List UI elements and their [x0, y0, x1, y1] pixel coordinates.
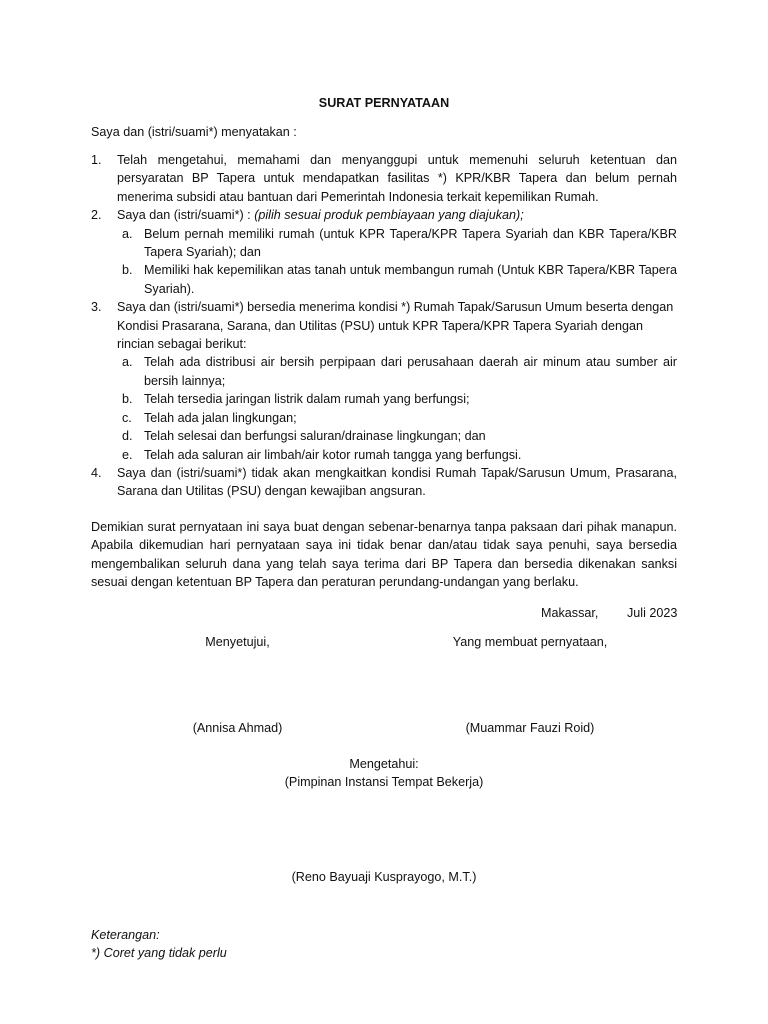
sub-item: [91, 390, 677, 408]
item-text: Saya dan (istri/suami*) :: [117, 208, 255, 223]
sub-item-text: Belum pernah memiliki rumah (untuk KPR Tapera/KPR Tapera Syariah dan KBR Tapera/KBR Tapera Syariah); dan: [144, 226, 677, 260]
closing-paragraph: Demikian surat pernyataan ini saya buat dengan sebenar-benarnya tanpa paksaan dari pihak manapun. Apabila dikemudian hari pernyataan saya ini tidak benar dan/atau tidak saya penuhi, saya bersedia mengembalikan seluruh dana yang telah saya terima dari BP Tapera dan bersedia dikenakan sanksi sesuai dengan ketentuan BP Tapera dan peraturan perundang-undangan yang berlaku.: [91, 520, 677, 590]
statement-list: [91, 151, 677, 501]
list-item: [91, 151, 677, 206]
sub-item-letter: b.: [122, 392, 133, 407]
item-instruction: (pilih sesuai produk pembiayaan yang diajukan);: [254, 208, 524, 223]
item-text: Saya dan (istri/suami*) bersedia menerima kondisi *) Rumah Tapak/Sarusun Umum beserta dengan Kondisi Prasarana, Sarana, dan Utilitas (PSU) untuk KPR Tapera/KPR Tapera Syariah dengan rincian sebagai berikut:: [117, 300, 674, 352]
list-item: [91, 298, 677, 353]
place-text: Makassar,: [541, 606, 599, 620]
sub-item-letter: a.: [122, 355, 133, 370]
sub-item-text: Telah ada distribusi air bersih perpipaan dari perusahaan daerah air minum atau sumber air bersih lainnya;: [144, 355, 677, 388]
sub-item: [91, 353, 677, 390]
date-text: Juli 2023: [627, 606, 678, 620]
declarant-label: Yang membuat pernyataan,: [452, 635, 608, 649]
sub-item: [91, 409, 677, 427]
sub-item-letter: b.: [122, 263, 133, 278]
approver-label: Menyetujui,: [205, 635, 270, 649]
acknowledger-role: (Pimpinan Instansi Tempat Bekerja): [284, 775, 484, 789]
intro-text: Saya dan (istri/suami*) menyatakan :: [91, 125, 297, 139]
sub-item: [91, 261, 677, 298]
item-text: Telah mengetahui, memahami dan menyanggupi untuk memenuhi seluruh ketentuan dan persyaratan BP Tapera untuk mendapatkan fasilitas *) KPR/KBR Tapera dan belum pernah menerima subsidi atau bantuan dari Pemerintah Indonesia terkait kepemilikan Rumah.: [117, 153, 677, 204]
item-number: 1.: [91, 153, 102, 167]
notes-label: Keterangan:: [91, 928, 160, 942]
sub-item: [91, 427, 677, 445]
notes-text: *) Coret yang tidak perlu: [91, 946, 227, 960]
sub-item-text: Memiliki hak kepemilikan atas tanah untuk membangun rumah (Untuk KBR Tapera/KBR Tapera Syariah).: [144, 263, 677, 296]
item-text: Saya dan (istri/suami*) tidak akan mengkaitkan kondisi Rumah Tapak/Sarusun Umum, Prasarana, Sarana dan Utilitas (PSU) dengan kewajiban angsuran.: [117, 465, 677, 499]
declarant-name: (Muammar Fauzi Roid): [465, 721, 595, 735]
sub-item: [91, 446, 677, 464]
item-number: 3.: [91, 300, 102, 315]
sub-item-letter: e.: [122, 447, 133, 462]
document-title: SURAT PERNYATAAN: [318, 96, 450, 110]
sub-item-letter: d.: [122, 429, 133, 444]
sub-item-letter: c.: [122, 410, 132, 425]
item-number: 2.: [91, 208, 102, 223]
sub-item: [91, 225, 677, 262]
sub-item-letter: a.: [122, 226, 133, 241]
sub-item-text: Telah ada jalan lingkungan;: [144, 410, 297, 425]
acknowledger-name: (Reno Bayuaji Kusprayogo, M.T.): [291, 870, 477, 884]
list-item: [91, 464, 677, 501]
sub-item-text: Telah tersedia jaringan listrik dalam rumah yang berfungsi;: [144, 392, 470, 407]
approver-name: (Annisa Ahmad): [192, 721, 283, 735]
item-number: 4.: [91, 465, 102, 480]
acknowledged-label: Mengetahui:: [349, 757, 419, 771]
sub-item-text: Telah ada saluran air limbah/air kotor rumah tangga yang berfungsi.: [144, 447, 522, 462]
list-item: [91, 206, 677, 224]
sub-item-text: Telah selesai dan berfungsi saluran/drainase lingkungan; dan: [144, 429, 486, 444]
